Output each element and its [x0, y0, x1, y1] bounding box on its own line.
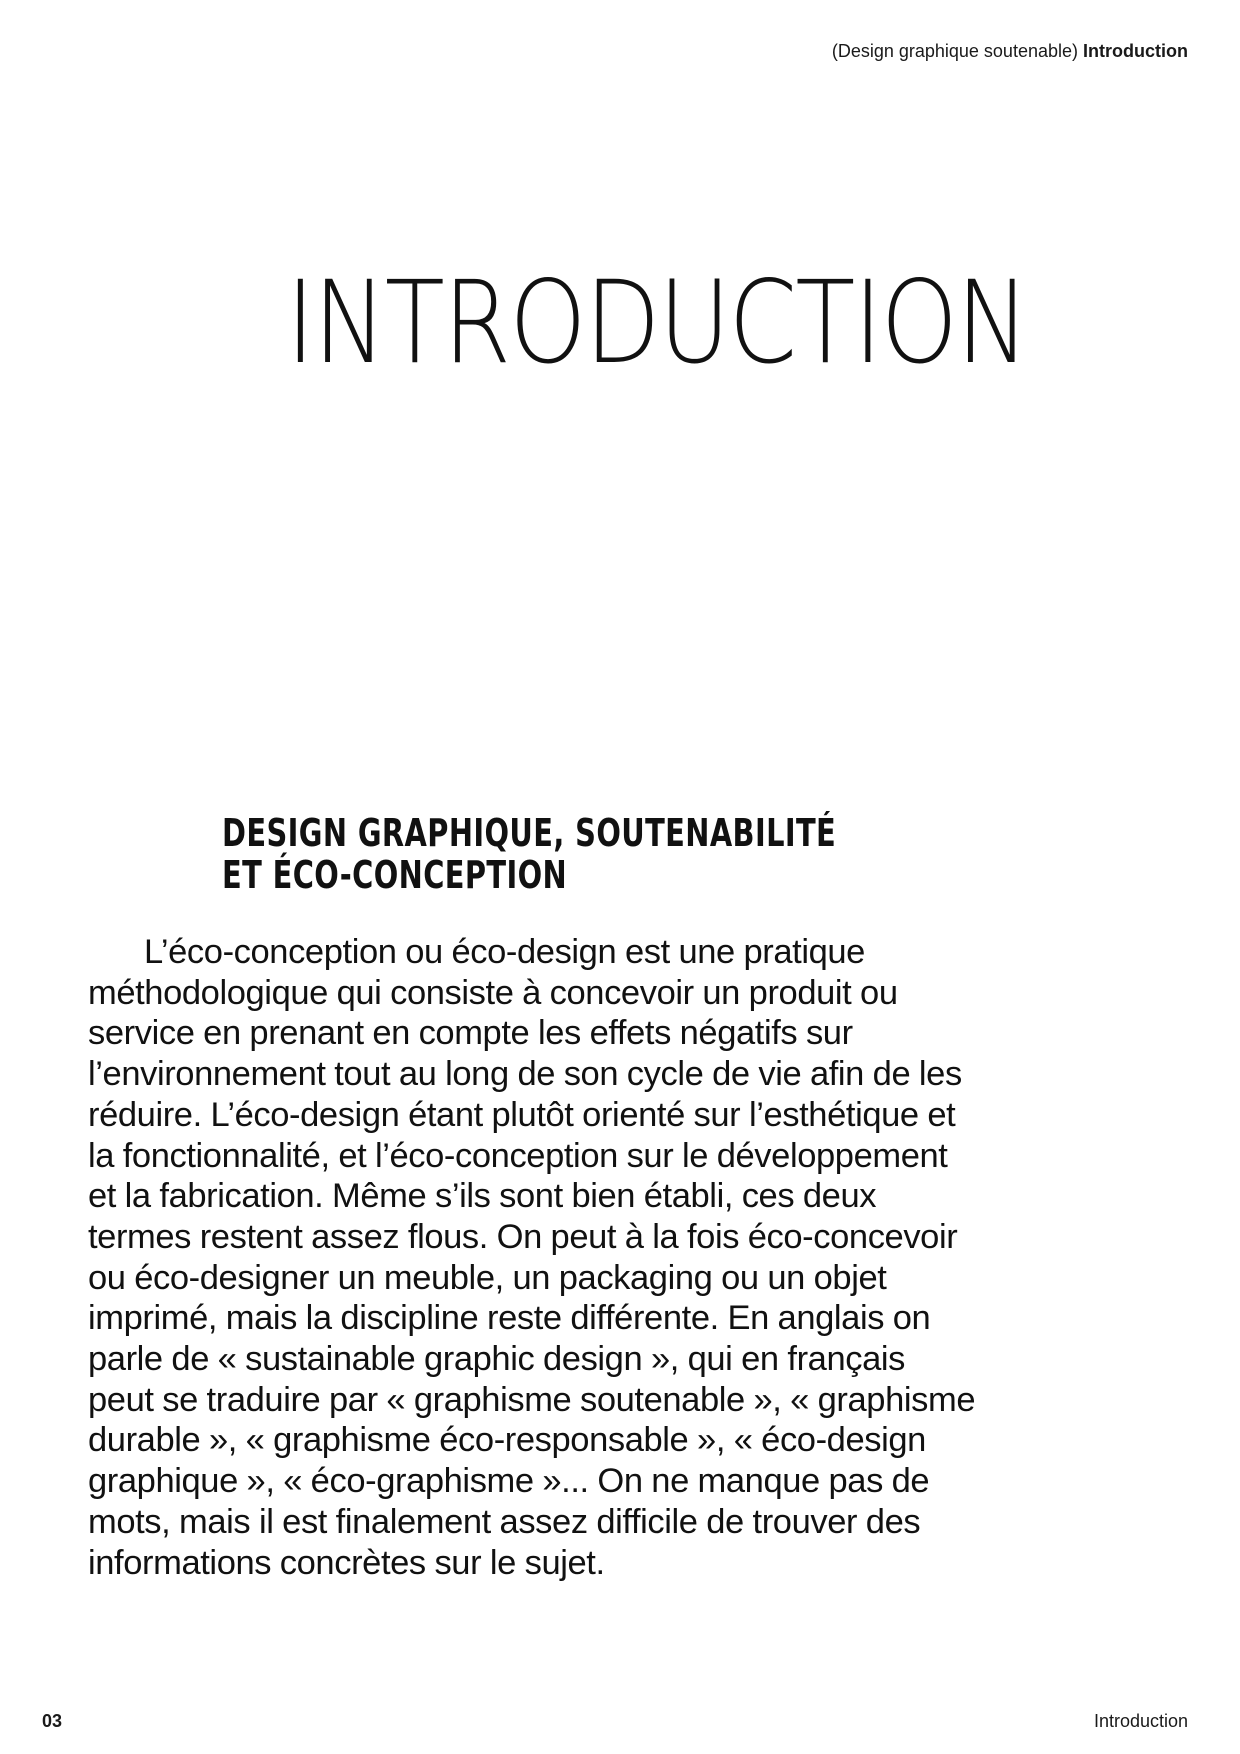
- body-line: imprimé, mais la discipline reste différente. En anglais on: [88, 1299, 931, 1338]
- subheading-line-1: DESIGN GRAPHIQUE, SOUTENABILITÉ: [222, 811, 837, 855]
- body-line: service en prenant en compte les effets négatifs sur: [88, 1014, 853, 1053]
- body-line: et la fabrication. Même s’ils sont bien établi, ces deux: [88, 1177, 877, 1216]
- body-line: termes restent assez flous. On peut à la fois éco-concevoir: [88, 1217, 958, 1256]
- header-section-title: Introduction: [1083, 41, 1188, 61]
- body-line: informations concrètes sur le sujet.: [88, 1543, 605, 1582]
- body-line: L’éco-conception ou éco-design est une pratique: [144, 933, 865, 971]
- body-paragraph: [88, 932, 1128, 1583]
- page-number: 03: [42, 1711, 63, 1731]
- body-line: parle de « sustainable graphic design », qui en français: [88, 1340, 905, 1379]
- body-line: l’environnement tout au long de son cycle de vie afin de les: [88, 1055, 962, 1094]
- body-line: la fonctionnalité, et l’éco-conception sur le développement: [88, 1136, 948, 1175]
- body-line: ou éco-designer un meuble, un packaging ou un objet: [88, 1258, 887, 1297]
- body-line: graphique », « éco-graphisme »... On ne manque pas de: [88, 1462, 930, 1501]
- body-line: peut se traduire par « graphisme soutenable », « graphisme: [88, 1380, 976, 1419]
- footer-section-title: Introduction: [1093, 1711, 1188, 1731]
- body-line: réduire. L’éco-design étant plutôt orienté sur l’esthétique et: [88, 1095, 956, 1134]
- section-subheading: [222, 812, 836, 896]
- publication-title: (Design graphique soutenable): [831, 41, 1078, 61]
- subheading-line-2: ET ÉCO-CONCEPTION: [222, 853, 568, 897]
- body-line: durable », « graphisme éco-responsable », « éco-design: [88, 1421, 926, 1460]
- body-line: méthodologique qui consiste à concevoir un produit ou: [88, 973, 898, 1012]
- body-line: mots, mais il est finalement assez difficile de trouver des: [88, 1502, 921, 1541]
- page-title: INTRODUCTION: [286, 256, 1028, 389]
- running-header: [832, 40, 1188, 62]
